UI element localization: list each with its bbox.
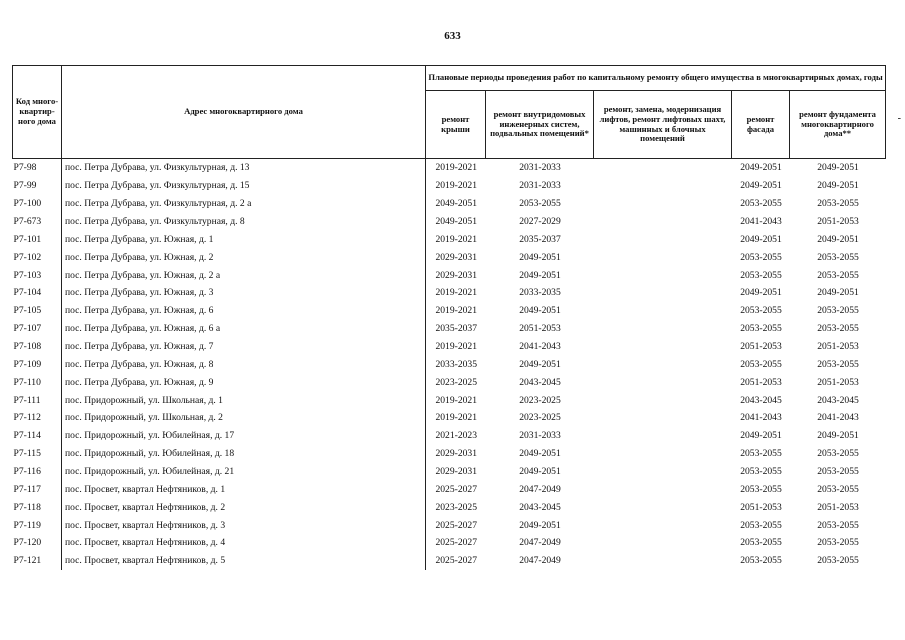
table-row <box>13 498 886 516</box>
cell-code: Р7-111 <box>13 394 41 406</box>
cell-foundation: 2053-2055 <box>817 358 859 370</box>
cell-code: Р7-119 <box>13 519 41 531</box>
cell-facade: 2053-2055 <box>740 555 782 567</box>
cell-code: Р7-112 <box>13 412 41 424</box>
cell-roof: 2019-2021 <box>426 302 486 320</box>
cell-roof: 2049-2051 <box>426 195 486 213</box>
cell-address: пос. Петра Дубрава, ул. Южная, д. 1 <box>62 230 426 248</box>
table-row <box>13 195 886 213</box>
cell-address: пос. Петра Дубрава, ул. Южная, д. 6 а <box>62 320 426 338</box>
cell-engineering: 2049-2051 <box>519 251 561 263</box>
cell-elevators <box>594 159 732 177</box>
cell-engineering: 2027-2029 <box>519 216 561 227</box>
repair-schedule-table <box>12 65 886 570</box>
cell-engineering: 2047-2049 <box>519 483 561 495</box>
cell-engineering: 2041-2043 <box>519 341 561 353</box>
cell-code: Р7-109 <box>13 358 42 370</box>
cell-elevators <box>594 248 732 266</box>
cell-elevators <box>594 302 732 320</box>
cell-code: Р7-121 <box>13 555 42 567</box>
cell-elevators <box>594 498 732 516</box>
cell-elevators <box>594 463 732 481</box>
table-row <box>13 373 886 391</box>
cell-facade: 2041-2043 <box>740 412 782 424</box>
table-row <box>13 480 886 498</box>
cell-address: пос. Просвет, квартал Нефтяников, д. 1 <box>62 480 426 498</box>
cell-address: пос. Петра Дубрава, ул. Южная, д. 8 <box>62 355 426 373</box>
cell-foundation: 2049-2051 <box>817 233 859 245</box>
cell-roof: 2025-2027 <box>426 480 486 498</box>
cell-engineering: 2023-2025 <box>519 412 561 424</box>
cell-address: пос. Петра Дубрава, ул. Физкультурная, д. 13 <box>62 159 426 177</box>
cell-engineering: 2049-2051 <box>519 305 561 317</box>
cell-facade: 2043-2045 <box>740 394 782 406</box>
cell-facade: 2049-2051 <box>740 287 782 299</box>
cell-facade: 2053-2055 <box>740 269 782 281</box>
margin-mark: - <box>897 113 901 124</box>
cell-code: Р7-108 <box>13 341 42 353</box>
table-row <box>13 463 886 481</box>
header-address: Адрес многоквартирного дома <box>62 66 426 159</box>
cell-roof: 2019-2021 <box>426 338 486 356</box>
cell-code: Р7-98 <box>13 162 37 174</box>
table-row <box>13 516 886 534</box>
table-row <box>13 552 886 570</box>
cell-elevators <box>594 195 732 213</box>
cell-engineering: 2049-2051 <box>519 358 561 370</box>
cell-foundation: 2053-2055 <box>817 323 859 335</box>
cell-code: Р7-115 <box>13 448 41 460</box>
cell-elevators <box>594 373 732 391</box>
cell-address: пос. Петра Дубрава, ул. Южная, д. 3 <box>62 284 426 302</box>
cell-elevators <box>594 284 732 302</box>
header-elevators: ремонт, замена, модернизация лифтов, ремонт лифтовых шахт, машинных и блочных помещений <box>594 91 732 159</box>
cell-elevators <box>594 552 732 570</box>
header-foundation-repair: ремонт фундамента многоквартирного дома** <box>790 91 886 159</box>
table-row <box>13 338 886 356</box>
cell-roof: 2025-2027 <box>426 534 486 552</box>
cell-address: пос. Петра Дубрава, ул. Физкультурная, д. 2 а <box>62 195 426 213</box>
cell-engineering: 2049-2051 <box>519 466 561 478</box>
cell-elevators <box>594 320 732 338</box>
table-row <box>13 534 886 552</box>
cell-roof: 2019-2021 <box>426 409 486 427</box>
cell-engineering: 2031-2033 <box>519 162 561 174</box>
cell-engineering: 2031-2033 <box>519 430 561 442</box>
cell-code: Р7-116 <box>13 466 41 478</box>
cell-foundation: 2049-2051 <box>817 430 859 442</box>
cell-foundation: 2041-2043 <box>817 412 859 424</box>
cell-code: Р7-105 <box>13 305 42 317</box>
cell-facade: 2051-2053 <box>740 501 782 513</box>
cell-address: пос. Просвет, квартал Нефтяников, д. 5 <box>62 552 426 570</box>
cell-foundation: 2053-2055 <box>817 198 859 210</box>
cell-address: пос. Петра Дубрава, ул. Южная, д. 2 а <box>62 266 426 284</box>
cell-elevators <box>594 338 732 356</box>
cell-foundation: 2043-2045 <box>817 394 859 406</box>
cell-elevators <box>594 355 732 373</box>
header-periods-group: Плановые периоды проведения работ по капитальному ремонту общего имущества в многоквартирных домах, годы <box>426 66 886 91</box>
table-row <box>13 284 886 302</box>
cell-address: пос. Петра Дубрава, ул. Южная, д. 6 <box>62 302 426 320</box>
cell-engineering: 2023-2025 <box>519 394 561 406</box>
cell-engineering: 2047-2049 <box>519 555 561 567</box>
cell-address: пос. Придорожный, ул. Школьная, д. 1 <box>62 391 426 409</box>
cell-facade: 2053-2055 <box>740 519 782 531</box>
cell-foundation: 2053-2055 <box>817 448 859 460</box>
cell-facade: 2049-2051 <box>740 430 782 442</box>
cell-address: пос. Петра Дубрава, ул. Физкультурная, д. 8 <box>62 213 426 231</box>
cell-code: Р7-118 <box>13 501 41 513</box>
cell-facade: 2049-2051 <box>740 233 782 245</box>
cell-code: Р7-102 <box>13 251 42 263</box>
cell-roof: 2029-2031 <box>426 248 486 266</box>
cell-address: пос. Петра Дубрава, ул. Южная, д. 9 <box>62 373 426 391</box>
cell-elevators <box>594 230 732 248</box>
cell-roof: 2023-2025 <box>426 373 486 391</box>
cell-code: Р7-117 <box>13 483 41 495</box>
cell-engineering: 2049-2051 <box>519 519 561 531</box>
cell-elevators <box>594 213 732 231</box>
cell-engineering: 2053-2055 <box>519 198 561 210</box>
cell-foundation: 2051-2053 <box>817 216 859 227</box>
table-row <box>13 409 886 427</box>
table-row <box>13 177 886 195</box>
cell-engineering: 2047-2049 <box>519 537 561 549</box>
cell-foundation: 2053-2055 <box>817 251 859 263</box>
cell-foundation: 2053-2055 <box>817 519 859 531</box>
cell-engineering: 2035-2037 <box>519 233 561 245</box>
cell-engineering: 2031-2033 <box>519 180 561 192</box>
cell-foundation: 2049-2051 <box>817 162 859 174</box>
cell-elevators <box>594 445 732 463</box>
cell-roof: 2029-2031 <box>426 266 486 284</box>
table-row <box>13 427 886 445</box>
cell-foundation: 2049-2051 <box>817 287 859 299</box>
table-row <box>13 355 886 373</box>
cell-elevators <box>594 534 732 552</box>
cell-facade: 2051-2053 <box>740 376 782 388</box>
cell-address: пос. Придорожный, ул. Юбилейная, д. 21 <box>62 463 426 481</box>
cell-roof: 2029-2031 <box>426 463 486 481</box>
cell-roof: 2019-2021 <box>426 159 486 177</box>
cell-address: пос. Придорожный, ул. Школьная, д. 2 <box>62 409 426 427</box>
table-body <box>13 159 886 570</box>
table-row <box>13 302 886 320</box>
cell-roof: 2035-2037 <box>426 320 486 338</box>
table-row <box>13 266 886 284</box>
table-row <box>13 320 886 338</box>
cell-address: пос. Петра Дубрава, ул. Южная, д. 2 <box>62 248 426 266</box>
cell-facade: 2053-2055 <box>740 305 782 317</box>
cell-address: пос. Петра Дубрава, ул. Южная, д. 7 <box>62 338 426 356</box>
cell-address: пос. Петра Дубрава, ул. Физкультурная, д. 15 <box>62 177 426 195</box>
cell-engineering: 2049-2051 <box>519 448 561 460</box>
cell-address: пос. Просвет, квартал Нефтяников, д. 4 <box>62 534 426 552</box>
cell-facade: 2051-2053 <box>740 341 782 353</box>
cell-roof: 2033-2035 <box>426 355 486 373</box>
cell-facade: 2053-2055 <box>740 537 782 549</box>
cell-roof: 2019-2021 <box>426 230 486 248</box>
cell-elevators <box>594 427 732 445</box>
cell-code: Р7-120 <box>13 537 42 549</box>
cell-elevators <box>594 391 732 409</box>
header-code: Код много-квартир-ного дома <box>13 66 62 159</box>
table-row <box>13 248 886 266</box>
cell-roof: 2021-2023 <box>426 427 486 445</box>
cell-facade: 2053-2055 <box>740 198 782 210</box>
cell-engineering: 2051-2053 <box>519 323 561 335</box>
cell-facade: 2041-2043 <box>740 216 782 227</box>
cell-foundation: 2053-2055 <box>817 269 859 281</box>
cell-foundation: 2053-2055 <box>817 466 859 478</box>
cell-address: пос. Просвет, квартал Нефтяников, д. 2 <box>62 498 426 516</box>
table-header <box>13 66 886 159</box>
cell-foundation: 2053-2055 <box>817 305 859 317</box>
table-row <box>13 445 886 463</box>
cell-code: Р7-114 <box>13 430 41 442</box>
cell-code: Р7-100 <box>13 198 42 210</box>
cell-code: Р7-99 <box>13 180 37 192</box>
table-row <box>13 159 886 177</box>
table-row <box>13 230 886 248</box>
cell-roof: 2029-2031 <box>426 445 486 463</box>
cell-facade: 2053-2055 <box>740 466 782 478</box>
cell-elevators <box>594 266 732 284</box>
page-number: 633 <box>444 30 461 42</box>
cell-facade: 2053-2055 <box>740 483 782 495</box>
cell-foundation: 2049-2051 <box>817 180 859 192</box>
cell-elevators <box>594 177 732 195</box>
cell-foundation: 2051-2053 <box>817 501 859 513</box>
cell-elevators <box>594 480 732 498</box>
cell-engineering: 2033-2035 <box>519 287 561 299</box>
table-row <box>13 213 886 231</box>
cell-elevators <box>594 516 732 534</box>
cell-foundation: 2051-2053 <box>817 341 859 353</box>
header-roof-repair: ремонт крыши <box>426 91 486 159</box>
cell-foundation: 2053-2055 <box>817 537 859 549</box>
table-row <box>13 391 886 409</box>
cell-foundation: 2051-2053 <box>817 376 859 388</box>
cell-code: Р7-104 <box>13 287 42 299</box>
cell-roof: 2019-2021 <box>426 284 486 302</box>
cell-engineering: 2043-2045 <box>519 501 561 513</box>
cell-engineering: 2043-2045 <box>519 376 561 388</box>
cell-address: пос. Придорожный, ул. Юбилейная, д. 17 <box>62 427 426 445</box>
cell-foundation: 2053-2055 <box>817 483 859 495</box>
cell-foundation: 2053-2055 <box>817 555 859 567</box>
cell-address: пос. Просвет, квартал Нефтяников, д. 3 <box>62 516 426 534</box>
cell-code: Р7-101 <box>13 233 42 245</box>
cell-roof: 2019-2021 <box>426 177 486 195</box>
cell-code: Р7-110 <box>13 376 41 388</box>
cell-facade: 2049-2051 <box>740 180 782 192</box>
header-facade-repair: ремонт фасада <box>732 91 790 159</box>
cell-facade: 2053-2055 <box>740 448 782 460</box>
cell-address: пос. Придорожный, ул. Юбилейная, д. 18 <box>62 445 426 463</box>
cell-facade: 2053-2055 <box>740 323 782 335</box>
cell-roof: 2025-2027 <box>426 516 486 534</box>
cell-facade: 2053-2055 <box>740 358 782 370</box>
cell-roof: 2023-2025 <box>426 498 486 516</box>
cell-elevators <box>594 409 732 427</box>
cell-roof: 2025-2027 <box>426 552 486 570</box>
cell-engineering: 2049-2051 <box>519 269 561 281</box>
cell-code: Р7-103 <box>13 269 42 281</box>
cell-facade: 2049-2051 <box>740 162 782 174</box>
cell-facade: 2053-2055 <box>740 251 782 263</box>
cell-roof: 2049-2051 <box>426 213 486 231</box>
cell-code: Р7-107 <box>13 323 42 335</box>
header-engineering-systems: ремонт внутридомовых инженерных систем, подвальных помещений* <box>486 91 594 159</box>
cell-roof: 2019-2021 <box>426 391 486 409</box>
cell-code: Р7-673 <box>13 216 42 227</box>
